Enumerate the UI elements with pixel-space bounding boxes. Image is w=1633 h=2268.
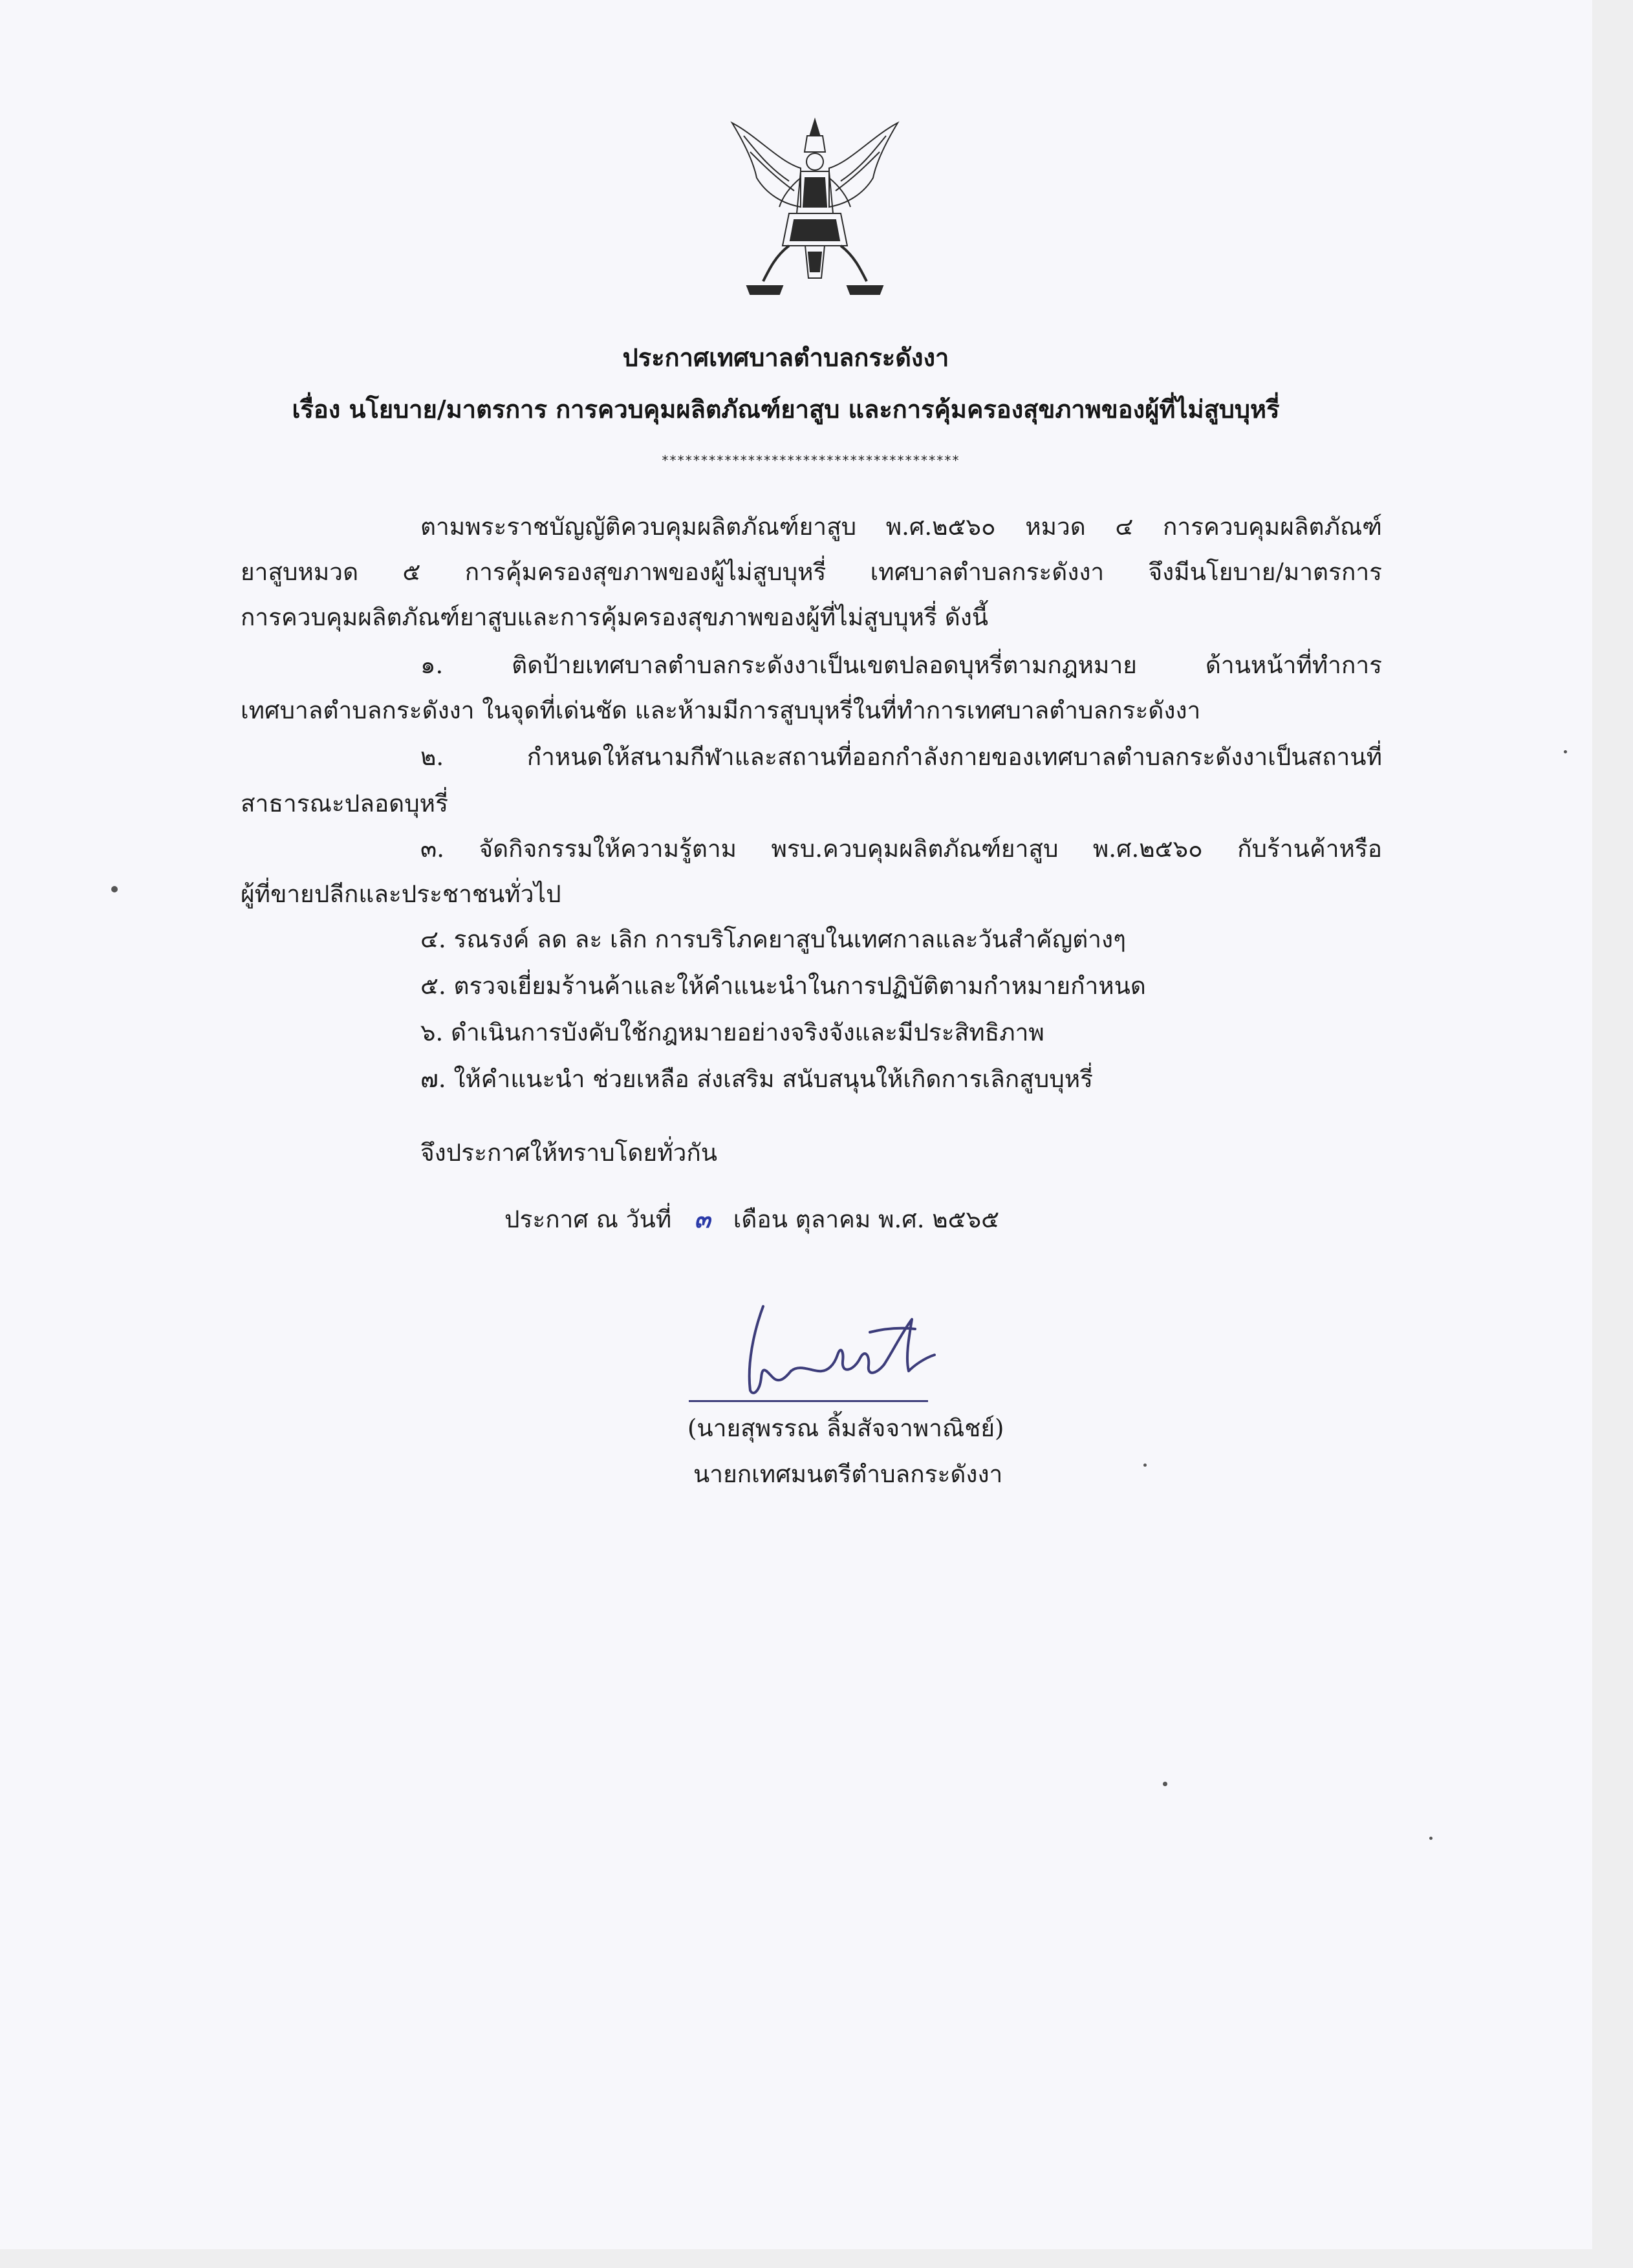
policy-item-7: ๗. ให้คำแนะนำ ช่วยเหลือ ส่งเสริม สนับสนุนให้เกิดการเลิกสูบบุหรี่: [420, 1065, 1093, 1093]
announcement-subject: เรื่อง นโยบาย/มาตรการ การควบคุมผลิตภัณฑ์ยาสูบ และการคุ้มครองสุขภาพของผู้ที่ไม่สูบบุหรี่: [292, 394, 1280, 424]
policy-item-5: ๕. ตรวจเยี่ยมร้านค้าและให้คำแนะนำในการปฏิบัติตามกำหมายกำหนด: [420, 972, 1146, 1000]
scan-speck: [1564, 750, 1567, 753]
signature-mark: [715, 1293, 960, 1403]
announcement-date: [504, 1204, 999, 1235]
intro-line-3: การควบคุมผลิตภัณฑ์ยาสูบและการคุ้มครองสุขภาพของผู้ที่ไม่สูบบุหรี่ ดังนี้: [241, 603, 989, 631]
intro-line-1: ตามพระราชบัญญัติควบคุมผลิตภัณฑ์ยาสูบ พ.ศ.๒๕๖๐ หมวด ๔ การควบคุมผลิตภัณฑ์: [420, 513, 1382, 541]
closing-statement: จึงประกาศให้ทราบโดยทั่วกัน: [420, 1139, 718, 1167]
signatory-position: นายกเทศมนตรีตำบลกระดังงา: [693, 1460, 1003, 1488]
announcement-title: ประกาศเทศบาลตำบลกระดังงา: [622, 343, 949, 372]
garuda-emblem-icon: [718, 116, 912, 304]
policy-item-3-line-2: ผู้ที่ขายปลีกและประชาชนทั่วไป: [241, 880, 561, 908]
policy-item-6: ๖. ดำเนินการบังคับใช้กฎหมายอย่างจริงจังและมีประสิทธิภาพ: [420, 1019, 1044, 1046]
policy-item-1-line-2: เทศบาลตำบลกระดังงา ในจุดที่เด่นชัด และห้ามมีการสูบบุหรี่ในที่ทำการเทศบาลตำบลกระดังงา: [241, 697, 1201, 724]
scan-edge-bottom: [0, 2249, 1633, 2268]
scan-speck: [1143, 1463, 1147, 1467]
date-month-year: เดือน ตุลาคม พ.ศ. ๒๕๖๕: [733, 1205, 1000, 1233]
intro-line-2: ยาสูบหมวด ๕ การคุ้มครองสุขภาพของผู้ไม่สูบบุหรี่ เทศบาลตำบลกระดังงา จึงมีนโยบาย/มาตรการ: [241, 558, 1382, 586]
signature-underline: [689, 1400, 928, 1402]
policy-item-4: ๔. รณรงค์ ลด ละ เลิก การบริโภคยาสูบในเทศกาลและวันสำคัญต่างๆ: [420, 925, 1126, 953]
signatory-name: (นายสุพรรณ ลิ้มสัจจาพาณิชย์): [687, 1414, 1004, 1442]
scan-speck: [1429, 1837, 1433, 1840]
policy-item-1-line-1: ๑. ติดป้ายเทศบาลตำบลกระดังงาเป็นเขตปลอดบุหรี่ตามกฎหมาย ด้านหน้าที่ทำการ: [420, 651, 1382, 679]
scan-speck: [1163, 1782, 1167, 1786]
policy-item-3-line-1: ๓. จัดกิจกรรมให้ความรู้ตาม พรบ.ควบคุมผลิตภัณฑ์ยาสูบ พ.ศ.๒๕๖๐ กับร้านค้าหรือ: [420, 835, 1382, 863]
scan-speck: [111, 886, 118, 892]
date-day-handwritten: ๓: [694, 1205, 711, 1233]
title-separator: **************************************: [661, 453, 960, 468]
scan-edge-right: [1592, 0, 1633, 2268]
policy-item-2-line-2: สาธารณะปลอดบุหรี่: [241, 790, 448, 817]
policy-item-2-line-1: ๒. กำหนดให้สนามกีฬาและสถานที่ออกกำลังกายของเทศบาลตำบลกระดังงาเป็นสถานที่: [420, 743, 1382, 771]
date-prefix: ประกาศ ณ วันที่: [504, 1205, 672, 1233]
